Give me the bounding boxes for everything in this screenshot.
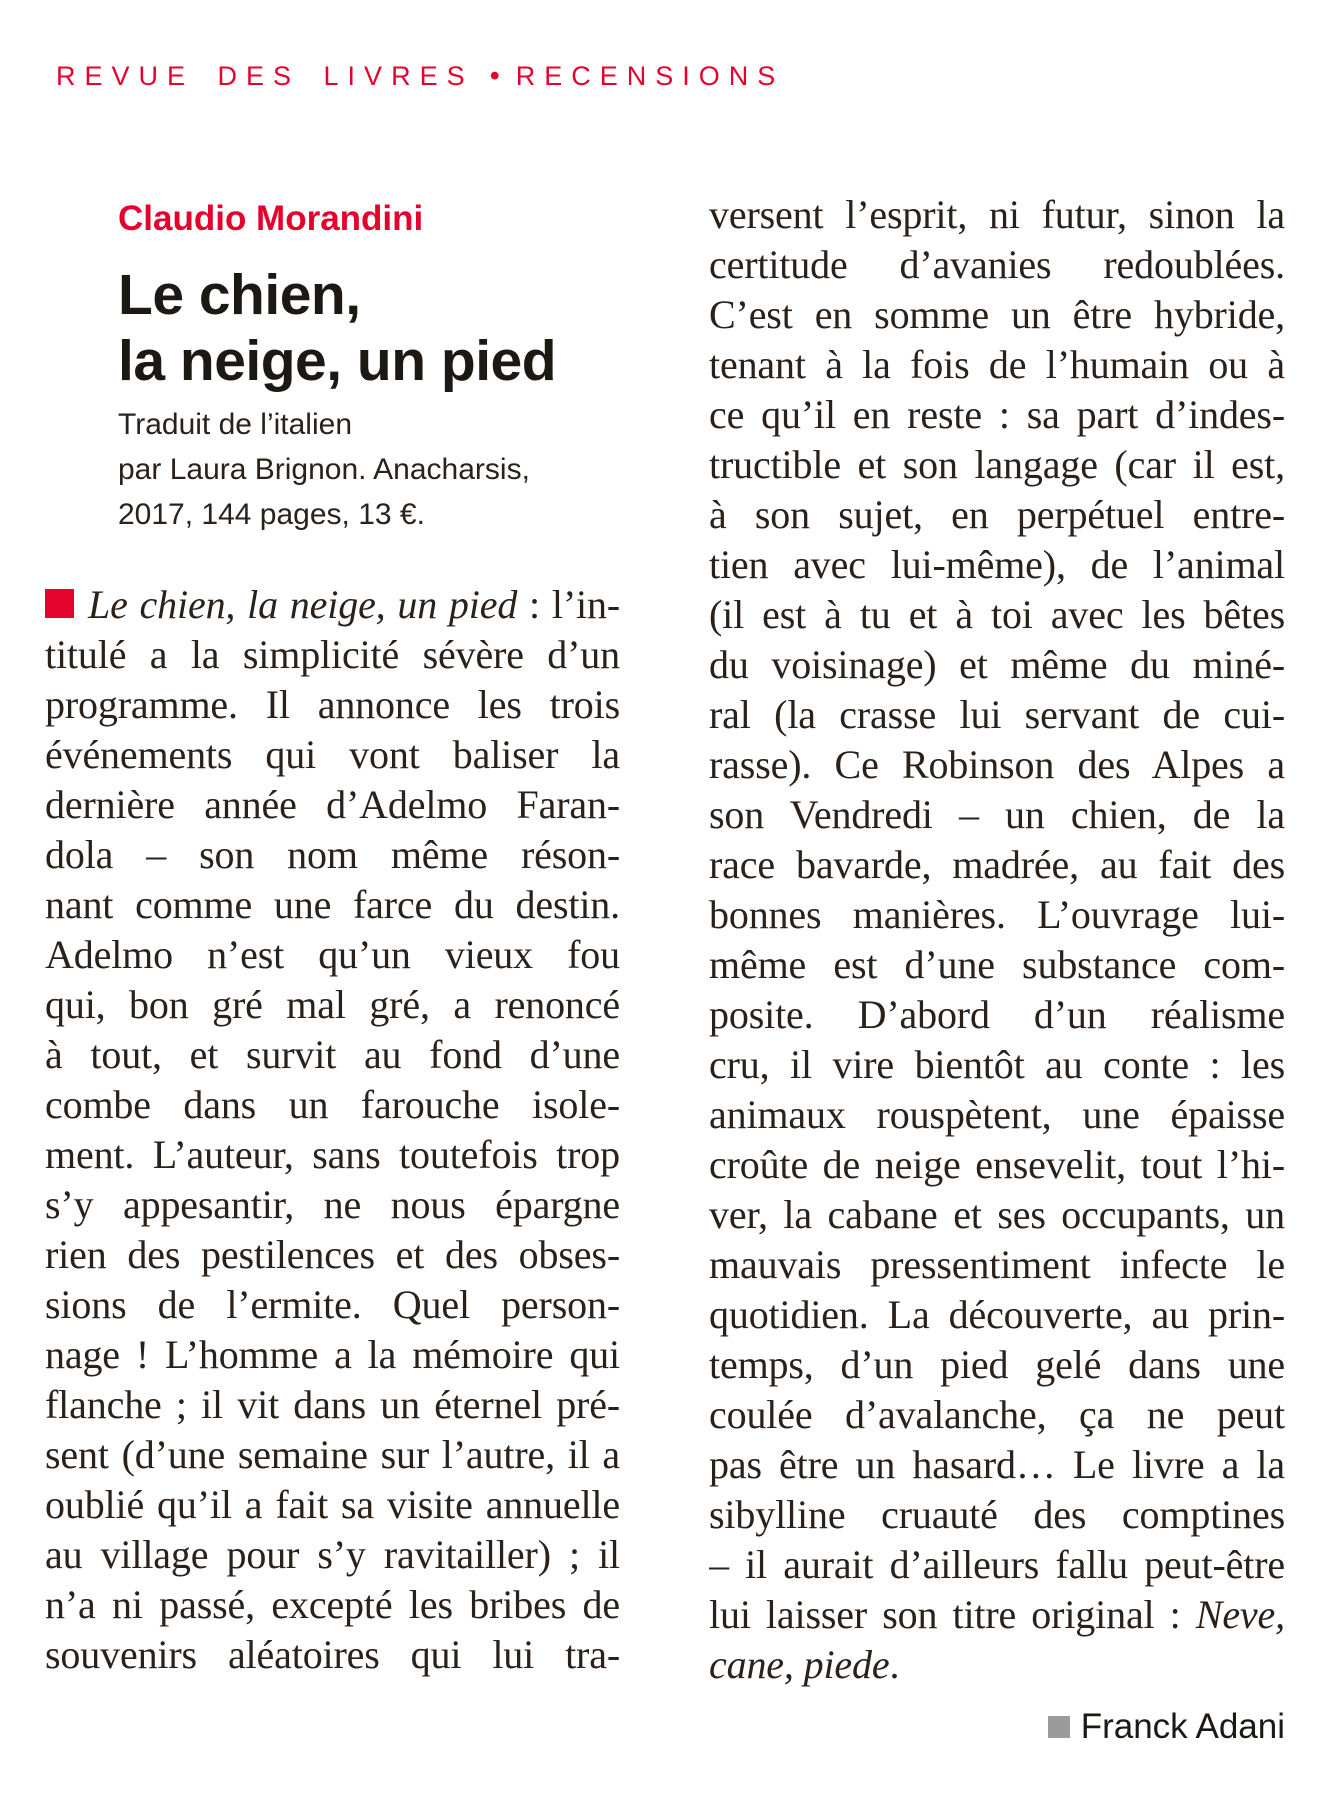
text-segment: sibylline cruauté des comptines bbox=[709, 1492, 1285, 1537]
text-line bbox=[709, 240, 1285, 290]
italic-text-segment: cane, piede bbox=[709, 1642, 890, 1687]
masthead bbox=[56, 60, 784, 93]
text-segment: flanche ; il vit dans un éternel pré- bbox=[45, 1382, 620, 1427]
text-segment: quotidien. La découverte, au prin- bbox=[709, 1292, 1285, 1337]
text-line bbox=[709, 440, 1285, 490]
text-line bbox=[45, 980, 620, 1030]
text-segment: titulé a la simplicité sévère d’un bbox=[45, 632, 620, 677]
text-segment: versent l’esprit, ni futur, sinon la bbox=[709, 192, 1285, 237]
text-segment: rasse). Ce Robinson des Alpes a bbox=[709, 742, 1285, 787]
book-meta bbox=[118, 402, 623, 537]
review-column-right bbox=[709, 190, 1285, 1690]
text-line bbox=[709, 340, 1285, 390]
text-segment: rien des pestilences et des obses- bbox=[45, 1232, 620, 1277]
text-segment: nant comme une farce du destin. bbox=[45, 882, 620, 927]
italic-text-segment: Neve, bbox=[1195, 1592, 1285, 1637]
text-line bbox=[709, 290, 1285, 340]
text-segment: tenant à la fois de l’humain ou à bbox=[709, 342, 1285, 387]
text-segment: sions de l’ermite. Quel person- bbox=[45, 1282, 620, 1327]
text-segment: : l’in- bbox=[517, 582, 620, 627]
text-line bbox=[709, 490, 1285, 540]
text-line bbox=[709, 1240, 1285, 1290]
text-segment: ment. L’auteur, sans toutefois trop bbox=[45, 1132, 620, 1177]
text-line bbox=[709, 1640, 1285, 1690]
text-line bbox=[45, 1280, 620, 1330]
text-line bbox=[45, 1430, 620, 1480]
text-segment: (il est à tu et à toi avec les bêtes bbox=[709, 592, 1285, 637]
text-segment: n’a ni passé, excepté les bribes de bbox=[45, 1582, 620, 1627]
text-line bbox=[709, 1590, 1285, 1640]
signature-square-icon bbox=[1048, 1716, 1070, 1738]
text-line bbox=[45, 630, 620, 680]
text-line bbox=[45, 1230, 620, 1280]
masthead-journal-name: REVUE DES LIVRES bbox=[56, 61, 474, 91]
text-line bbox=[709, 1540, 1285, 1590]
text-segment: dernière année d’Adelmo Faran- bbox=[45, 782, 620, 827]
text-segment: coulée d’avalanche, ça ne peut bbox=[709, 1392, 1285, 1437]
text-segment: s’y appesantir, ne nous épargne bbox=[45, 1182, 620, 1227]
text-segment: temps, d’un pied gelé dans une bbox=[709, 1342, 1285, 1387]
text-line bbox=[45, 1130, 620, 1180]
text-segment: race bavarde, madrée, au fait des bbox=[709, 842, 1285, 887]
text-line bbox=[45, 680, 620, 730]
text-line bbox=[45, 730, 620, 780]
book-meta-translation: Traduit de l’italien bbox=[118, 408, 353, 441]
text-segment: combe dans un farouche isole- bbox=[45, 1082, 620, 1127]
book-title-line2: la neige, un pied bbox=[118, 329, 557, 393]
text-line bbox=[709, 540, 1285, 590]
text-line bbox=[45, 1380, 620, 1430]
text-line bbox=[709, 390, 1285, 440]
text-segment: croûte de neige ensevelit, tout l’hi- bbox=[709, 1142, 1285, 1187]
text-line bbox=[709, 1140, 1285, 1190]
text-segment: certitude d’avanies redoublées. bbox=[709, 242, 1285, 287]
text-line bbox=[45, 830, 620, 880]
text-segment: à tout, et survit au fond d’une bbox=[45, 1032, 620, 1077]
text-segment: à son sujet, en perpétuel entre- bbox=[709, 492, 1285, 537]
text-line bbox=[709, 890, 1285, 940]
text-line bbox=[45, 1530, 620, 1580]
text-line bbox=[45, 930, 620, 980]
text-line bbox=[45, 1030, 620, 1080]
text-segment: cru, il vire bientôt au conte : les bbox=[709, 1042, 1285, 1087]
text-segment: lui laisser son titre original : bbox=[709, 1592, 1196, 1637]
text-segment: même est d’une substance com- bbox=[709, 942, 1285, 987]
text-segment: ce qu’il en reste : sa part d’indes- bbox=[709, 392, 1285, 437]
masthead-separator-dot: • bbox=[489, 60, 500, 92]
text-segment: – il aurait d’ailleurs fallu peut-être bbox=[709, 1542, 1285, 1587]
text-line bbox=[709, 940, 1285, 990]
book-meta-translator-publisher: par Laura Brignon. Anacharsis, bbox=[118, 453, 530, 486]
text-segment: tien avec lui-même), de l’animal bbox=[709, 542, 1285, 587]
text-line bbox=[709, 1440, 1285, 1490]
text-line bbox=[709, 1490, 1285, 1540]
text-line bbox=[709, 840, 1285, 890]
text-line bbox=[709, 790, 1285, 840]
text-segment: bonnes manières. L’ouvrage lui- bbox=[709, 892, 1285, 937]
text-segment: nage ! L’homme a la mémoire qui bbox=[45, 1332, 620, 1377]
masthead-section-name: RECENSIONS bbox=[515, 61, 785, 91]
text-segment: programme. Il annonce les trois bbox=[45, 682, 620, 727]
text-line bbox=[709, 1190, 1285, 1240]
text-segment: Adelmo n’est qu’un vieux fou bbox=[45, 932, 620, 977]
book-author: Claudio Morandini bbox=[118, 199, 424, 238]
text-line bbox=[709, 1390, 1285, 1440]
text-segment: sent (d’une semaine sur l’autre, il a bbox=[45, 1432, 620, 1477]
text-line bbox=[45, 1330, 620, 1380]
text-segment: mauvais pressentiment infecte le bbox=[709, 1242, 1285, 1287]
text-segment: oublié qu’il a fait sa visite annuelle bbox=[45, 1482, 620, 1527]
text-line bbox=[45, 1580, 620, 1630]
text-segment: qui, bon gré mal gré, a renoncé bbox=[45, 982, 620, 1027]
text-segment: au village pour s’y ravitailler) ; il bbox=[45, 1532, 620, 1577]
text-segment: tructible et son langage (car il est, bbox=[709, 442, 1285, 487]
text-segment: événements qui vont baliser la bbox=[45, 732, 620, 777]
text-segment: du voisinage) et même du miné- bbox=[709, 642, 1285, 687]
text-segment: . bbox=[889, 1642, 900, 1687]
text-line bbox=[709, 640, 1285, 690]
text-line bbox=[709, 740, 1285, 790]
text-line bbox=[709, 590, 1285, 640]
text-segment: souvenirs aléatoires qui lui tra- bbox=[45, 1632, 620, 1677]
text-segment: son Vendredi – un chien, de la bbox=[709, 792, 1285, 837]
text-segment: animaux rouspètent, une épaisse bbox=[709, 1092, 1285, 1137]
red-square-bullet bbox=[45, 589, 74, 618]
book-title-line1: Le chien, bbox=[118, 263, 361, 327]
text-line bbox=[45, 1080, 620, 1130]
reviewer-name: Franck Adani bbox=[1080, 1707, 1285, 1746]
text-segment: dola – son nom même réson- bbox=[45, 832, 620, 877]
text-segment: C’est en somme un être hybride, bbox=[709, 292, 1285, 337]
book-header bbox=[118, 198, 623, 537]
text-line bbox=[45, 880, 620, 930]
text-line bbox=[45, 1630, 620, 1680]
text-line bbox=[709, 690, 1285, 740]
review-column-left bbox=[45, 580, 620, 1680]
text-segment: posite. D’abord d’un réalisme bbox=[709, 992, 1285, 1037]
text-line bbox=[709, 1290, 1285, 1340]
text-line bbox=[709, 190, 1285, 240]
text-line bbox=[45, 780, 620, 830]
text-segment: pas être un hasard… Le livre a la bbox=[709, 1442, 1285, 1487]
italic-text-segment: Le chien, la neige, un pied bbox=[88, 582, 518, 627]
reviewer-signature bbox=[709, 1706, 1285, 1748]
text-line bbox=[45, 1180, 620, 1230]
text-segment: ver, la cabane et ses occupants, un bbox=[709, 1192, 1285, 1237]
text-segment: ral (la crasse lui servant de cui- bbox=[709, 692, 1285, 737]
text-line bbox=[709, 1090, 1285, 1140]
text-line bbox=[709, 1340, 1285, 1390]
text-line bbox=[709, 990, 1285, 1040]
book-title bbox=[118, 262, 623, 394]
text-line bbox=[45, 1480, 620, 1530]
text-line bbox=[709, 1040, 1285, 1090]
text-line bbox=[45, 580, 620, 630]
book-meta-year-pages-price: 2017, 144 pages, 13 €. bbox=[118, 498, 425, 531]
